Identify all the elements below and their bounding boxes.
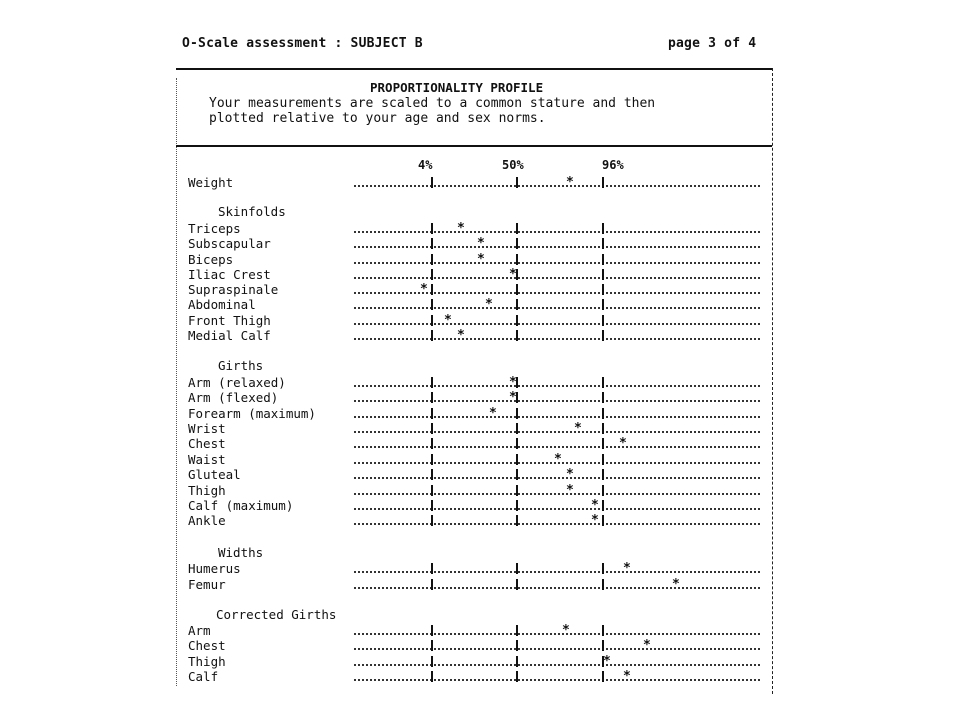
percentile-tick-96 (602, 671, 604, 682)
dotted-scale-track (354, 246, 760, 248)
measurement-label: Triceps (188, 221, 241, 236)
dotted-scale-track (354, 508, 760, 510)
percentile-tick-50 (516, 563, 518, 574)
score-marker: * (591, 513, 599, 528)
table-row (188, 221, 768, 236)
table-row (188, 513, 768, 528)
dotted-scale-track (354, 633, 760, 635)
measurement-label: Chest (188, 436, 226, 451)
percentile-tick-4 (431, 500, 433, 511)
score-marker: * (457, 221, 465, 236)
percentile-tick-50 (516, 330, 518, 341)
dotted-scale-track (354, 571, 760, 573)
measurement-label: Arm (188, 623, 211, 638)
score-marker: * (619, 436, 627, 451)
dotted-scale-track (354, 323, 760, 325)
score-marker: * (489, 406, 497, 421)
percentile-tick-96 (602, 438, 604, 449)
percentile-tick-50 (516, 223, 518, 234)
percentile-tick-4 (431, 330, 433, 341)
percentile-tick-96 (602, 223, 604, 234)
section-heading-corrected-girths: Corrected Girths (216, 607, 337, 622)
percentile-tick-4 (431, 579, 433, 590)
dotted-scale-track (354, 493, 760, 495)
section-heading-widths: Widths (218, 545, 264, 560)
percentile-tick-50 (516, 284, 518, 295)
percentile-tick-4 (431, 223, 433, 234)
percentile-tick-96 (602, 500, 604, 511)
table-row (188, 467, 768, 482)
table-row (188, 406, 768, 421)
percentile-tick-96 (602, 392, 604, 403)
measurement-label: Wrist (188, 421, 226, 436)
percentile-tick-96 (602, 469, 604, 480)
measurement-label: Ankle (188, 513, 226, 528)
dotted-scale-track (354, 385, 760, 387)
table-row (188, 561, 768, 576)
score-marker: * (444, 313, 452, 328)
score-marker: * (457, 328, 465, 343)
percentile-tick-4 (431, 671, 433, 682)
measurement-label: Iliac Crest (188, 267, 271, 282)
percentile-tick-4 (431, 515, 433, 526)
table-row (188, 328, 768, 343)
percentile-tick-50 (516, 640, 518, 651)
measurement-label: Weight (188, 175, 234, 190)
measurement-label: Biceps (188, 252, 234, 267)
score-marker: * (509, 390, 517, 405)
measurement-label: Forearm (maximum) (188, 406, 316, 421)
table-row (188, 452, 768, 467)
dotted-scale-track (354, 416, 760, 418)
percentile-tick-4 (431, 177, 433, 188)
table-row (188, 236, 768, 251)
dotted-scale-track (354, 307, 760, 309)
measurement-label: Supraspinale (188, 282, 279, 297)
table-row (188, 297, 768, 312)
percentile-tick-96 (602, 269, 604, 280)
dotted-scale-track (354, 679, 760, 681)
measurement-label: Arm (relaxed) (188, 375, 286, 390)
dotted-scale-track (354, 231, 760, 233)
percentile-tick-4 (431, 625, 433, 636)
percentile-tick-96 (602, 238, 604, 249)
dotted-scale-track (354, 648, 760, 650)
measurement-label: Thigh (188, 483, 226, 498)
measurement-label: Chest (188, 638, 226, 653)
score-marker: * (420, 282, 428, 297)
dotted-scale-track (354, 523, 760, 525)
score-marker: * (672, 577, 680, 592)
percentile-tick-4 (431, 469, 433, 480)
measurement-label: Calf (maximum) (188, 498, 294, 513)
percentile-tick-4 (431, 315, 433, 326)
percentile-tick-96 (602, 563, 604, 574)
score-marker: * (643, 638, 651, 653)
percentile-tick-50 (516, 485, 518, 496)
score-marker: * (623, 669, 631, 684)
frame-right-border (772, 68, 773, 694)
dotted-scale-track (354, 338, 760, 340)
dotted-scale-track (354, 431, 760, 433)
measurement-label: Humerus (188, 561, 241, 576)
measurement-label: Front Thigh (188, 313, 271, 328)
table-row (188, 282, 768, 297)
percentile-4-label: 4% (418, 158, 433, 172)
table-row (188, 421, 768, 436)
dotted-scale-track (354, 262, 760, 264)
percentile-tick-4 (431, 485, 433, 496)
percentile-tick-50 (516, 254, 518, 265)
score-marker: * (554, 452, 562, 467)
percentile-tick-50 (516, 408, 518, 419)
percentile-tick-4 (431, 392, 433, 403)
score-marker: * (509, 375, 517, 390)
percentile-tick-4 (431, 254, 433, 265)
percentile-tick-4 (431, 454, 433, 465)
table-row (188, 483, 768, 498)
percentile-tick-4 (431, 299, 433, 310)
percentile-tick-50 (516, 299, 518, 310)
table-row (188, 577, 768, 592)
measurement-label: Medial Calf (188, 328, 271, 343)
score-marker: * (477, 252, 485, 267)
percentile-tick-50 (516, 579, 518, 590)
percentile-tick-4 (431, 284, 433, 295)
percentile-tick-96 (602, 640, 604, 651)
percentile-tick-4 (431, 269, 433, 280)
frame-left-border (176, 78, 177, 686)
measurement-label: Waist (188, 452, 226, 467)
percentile-tick-50 (516, 315, 518, 326)
table-row (188, 375, 768, 390)
percentile-tick-4 (431, 377, 433, 388)
percentile-tick-50 (516, 656, 518, 667)
measurement-label: Subscapular (188, 236, 271, 251)
percentile-tick-50 (516, 454, 518, 465)
percentile-tick-4 (431, 238, 433, 249)
dotted-scale-track (354, 185, 760, 187)
percentile-tick-96 (602, 579, 604, 590)
section-rule (176, 145, 772, 147)
percentile-tick-50 (516, 500, 518, 511)
percentile-tick-50 (516, 438, 518, 449)
percentile-tick-4 (431, 408, 433, 419)
percentile-tick-96 (602, 330, 604, 341)
percentile-tick-96 (602, 625, 604, 636)
table-row (188, 623, 768, 638)
percentile-96-label: 96% (602, 158, 624, 172)
table-row (188, 175, 768, 190)
percentile-tick-96 (602, 315, 604, 326)
score-marker: * (485, 297, 493, 312)
percentile-tick-50 (516, 515, 518, 526)
percentile-tick-50 (516, 671, 518, 682)
intro-line-2: plotted relative to your age and sex norms. (209, 111, 546, 126)
percentile-tick-4 (431, 656, 433, 667)
percentile-tick-96 (602, 177, 604, 188)
dotted-scale-track (354, 400, 760, 402)
table-row (188, 252, 768, 267)
dotted-scale-track (354, 446, 760, 448)
dotted-scale-track (354, 477, 760, 479)
percentile-tick-96 (602, 377, 604, 388)
score-marker: * (591, 498, 599, 513)
score-marker: * (509, 267, 517, 282)
percentile-tick-4 (431, 423, 433, 434)
percentile-tick-96 (602, 284, 604, 295)
document-title: O-Scale assessment : SUBJECT B (182, 36, 423, 51)
score-marker: * (477, 236, 485, 251)
percentile-tick-96 (602, 423, 604, 434)
score-marker: * (574, 421, 582, 436)
score-marker: * (562, 623, 570, 638)
percentile-tick-96 (602, 454, 604, 465)
percentile-tick-50 (516, 469, 518, 480)
dotted-scale-track (354, 664, 760, 666)
intro-line-1: Your measurements are scaled to a common stature and then (209, 96, 656, 111)
table-row (188, 654, 768, 669)
percentile-tick-96 (602, 254, 604, 265)
measurement-label: Femur (188, 577, 226, 592)
table-row (188, 669, 768, 684)
table-row (188, 267, 768, 282)
score-marker: * (566, 175, 574, 190)
percentile-tick-96 (602, 485, 604, 496)
dotted-scale-track (354, 277, 760, 279)
dotted-scale-track (354, 292, 760, 294)
page-number: page 3 of 4 (668, 36, 757, 51)
frame-top-rule (176, 68, 772, 70)
percentile-tick-96 (602, 408, 604, 419)
percentile-50-label: 50% (502, 158, 524, 172)
measurement-label: Gluteal (188, 467, 241, 482)
percentile-tick-4 (431, 563, 433, 574)
score-marker: * (566, 483, 574, 498)
percentile-tick-96 (602, 515, 604, 526)
measurement-label: Abdominal (188, 297, 256, 312)
measurement-label: Thigh (188, 654, 226, 669)
percentile-tick-50 (516, 238, 518, 249)
table-row (188, 390, 768, 405)
percentile-tick-4 (431, 640, 433, 651)
section-heading-skinfolds: Skinfolds (218, 204, 286, 219)
percentile-tick-50 (516, 423, 518, 434)
score-marker: * (566, 467, 574, 482)
score-marker: * (603, 654, 611, 669)
percentile-tick-4 (431, 438, 433, 449)
measurement-label: Calf (188, 669, 219, 684)
measurement-label: Arm (flexed) (188, 390, 279, 405)
table-row (188, 498, 768, 513)
profile-title: PROPORTIONALITY PROFILE (370, 80, 544, 95)
section-heading-girths: Girths (218, 358, 264, 373)
dotted-scale-track (354, 587, 760, 589)
percentile-tick-50 (516, 625, 518, 636)
table-row (188, 638, 768, 653)
percentile-tick-96 (602, 299, 604, 310)
score-marker: * (623, 561, 631, 576)
table-row (188, 313, 768, 328)
percentile-tick-50 (516, 177, 518, 188)
table-row (188, 436, 768, 451)
